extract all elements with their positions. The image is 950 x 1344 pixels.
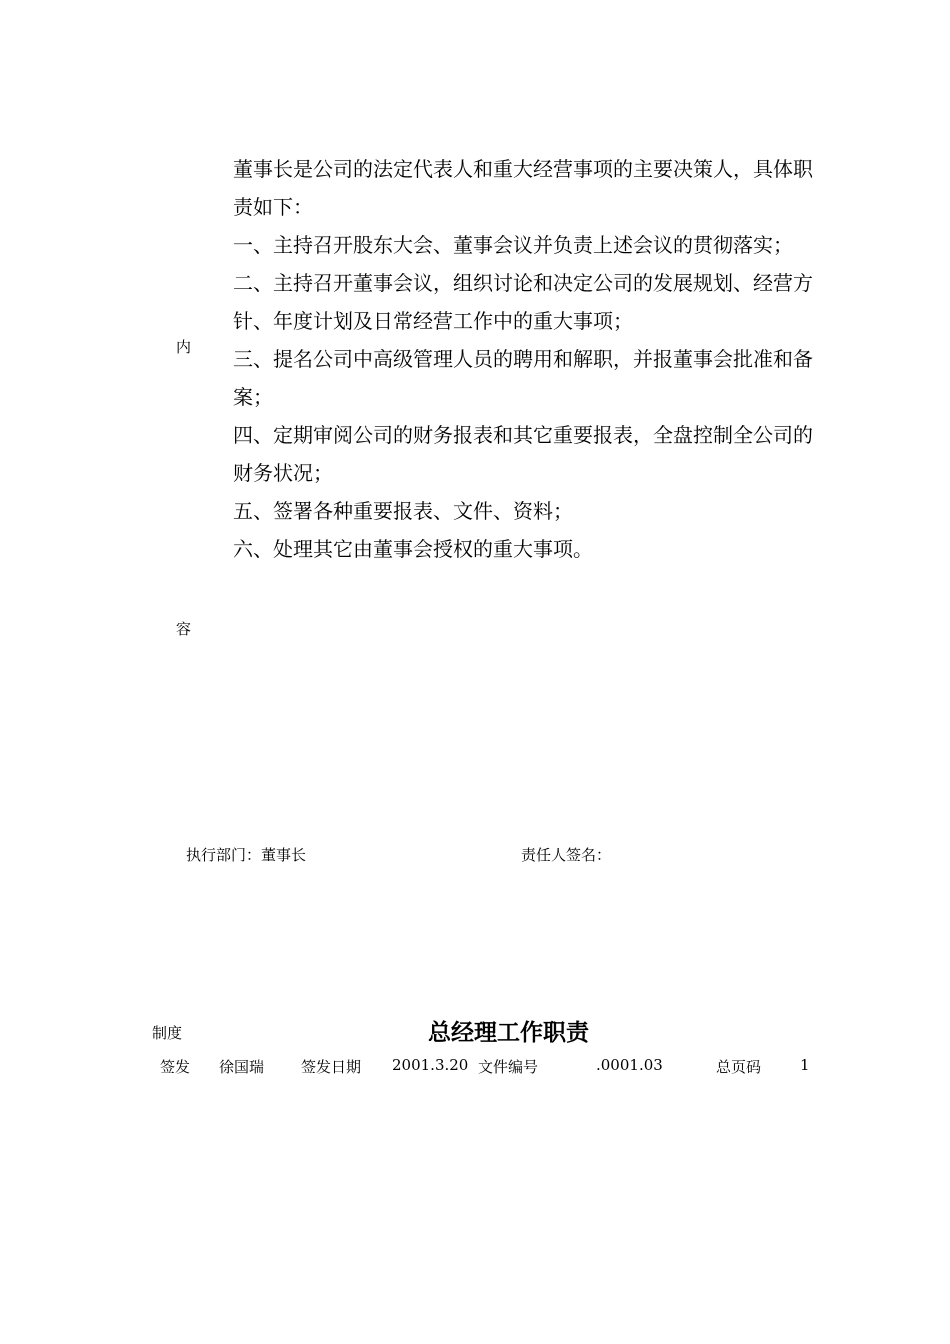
- duties-intro: 董事长是公司的法定代表人和重大经营事项的主要决策人，具体职责如下：: [233, 157, 813, 219]
- issuer-label: 签发: [160, 1058, 191, 1076]
- duty-item-5: 五、签署各种重要报表、文件、资料；: [233, 499, 573, 523]
- doc-no-label: 文件编号: [478, 1058, 539, 1076]
- pages-label: 总页码: [716, 1058, 762, 1076]
- duties-body: [233, 150, 823, 568]
- duty-item-3: 三、提名公司中高级管理人员的聘用和解职，并报董事会批准和备案；: [233, 347, 813, 409]
- duty-item-2: 二、主持召开董事会议，组织讨论和决定公司的发展规划、经营方针、年度计划及日常经营工作中的重大事项；: [233, 271, 813, 333]
- side-label-nei: 内: [176, 338, 192, 356]
- side-label-rong: 容: [176, 620, 192, 638]
- section-label: 制度: [152, 1024, 183, 1042]
- duty-item-4: 四、定期审阅公司的财务报表和其它重要报表，全盘控制全公司的财务状况；: [233, 423, 813, 485]
- issuer-value: 徐国瑞: [219, 1058, 265, 1076]
- date-label: 签发日期: [301, 1058, 362, 1076]
- exec-dept: 执行部门：董事长: [186, 846, 307, 864]
- duty-item-1: 一、主持召开股东大会、董事会议并负责上述会议的贯彻落实；: [233, 233, 793, 257]
- section-title: 总经理工作职责: [428, 1020, 589, 1046]
- date-value: 2001.3.20: [392, 1056, 469, 1074]
- duty-item-6: 六、处理其它由董事会授权的重大事项。: [233, 537, 593, 561]
- pages-value: 1: [800, 1056, 810, 1074]
- doc-no-value: .0001.03: [596, 1056, 663, 1074]
- signature-label: 责任人签名：: [521, 846, 612, 864]
